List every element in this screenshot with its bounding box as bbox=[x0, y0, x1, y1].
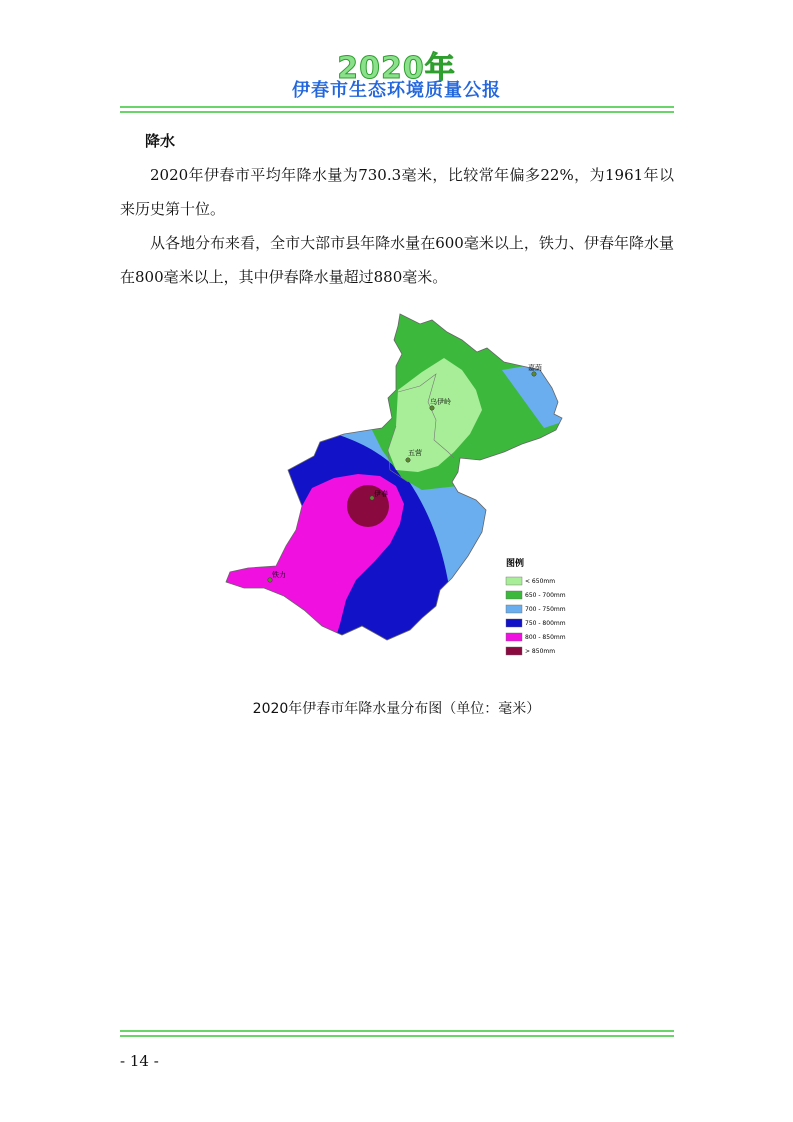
legend-item bbox=[506, 591, 566, 599]
legend-item bbox=[506, 633, 566, 641]
header-subtitle: 伊春市生态环境质量公报 bbox=[292, 80, 501, 101]
legend-label-800-850: 800 - 850mm bbox=[525, 634, 566, 641]
legend-swatch-above-850 bbox=[506, 647, 522, 655]
legend-item bbox=[506, 647, 555, 655]
precipitation-map bbox=[222, 310, 566, 655]
header-rule-top bbox=[120, 106, 674, 108]
header-rule-bottom bbox=[120, 111, 674, 113]
legend-swatch-800-850 bbox=[506, 633, 522, 641]
footer-rule-bottom bbox=[120, 1035, 674, 1037]
legend-swatch-650-700 bbox=[506, 591, 522, 599]
legend-label-below-650: < 650mm bbox=[525, 578, 556, 585]
place-label-wuying: 五营 bbox=[408, 449, 422, 457]
map-legend bbox=[506, 557, 566, 655]
place-label-tieli: 铁力 bbox=[272, 571, 286, 579]
figure-caption: 2020年伊春市年降水量分布图（单位：毫米） bbox=[252, 701, 541, 717]
place-label-yichun: 伊春 bbox=[374, 490, 388, 498]
legend-item bbox=[506, 605, 566, 613]
place-label-wuyiling: 乌伊岭 bbox=[430, 398, 451, 406]
legend-label-650-700: 650 - 700mm bbox=[525, 592, 566, 599]
legend-swatch-700-750 bbox=[506, 605, 522, 613]
place-label-jiayin: 嘉荫 bbox=[528, 364, 542, 372]
legend-label-700-750: 700 - 750mm bbox=[525, 606, 566, 613]
legend-label-750-800: 750 - 800mm bbox=[525, 620, 566, 627]
section-title: 降水 bbox=[145, 132, 176, 150]
legend-item bbox=[506, 577, 555, 585]
header-year: 2020年 bbox=[337, 51, 456, 86]
paragraph-1: 2020年伊春市平均年降水量为730.3毫米，比较常年偏多22%，为1961年以来历史第十位。 bbox=[120, 166, 674, 218]
footer-rule-top bbox=[120, 1030, 674, 1032]
legend-title: 图例 bbox=[506, 559, 525, 569]
paragraph-2: 从各地分布来看，全市大部市县年降水量在600毫米以上，铁力、伊春年降水量在800毫米以上，其中伊春降水量超过880毫米。 bbox=[120, 234, 674, 286]
legend-label-above-850: > 850mm bbox=[525, 648, 556, 655]
legend-swatch-750-800 bbox=[506, 619, 522, 627]
legend-swatch-below-650 bbox=[506, 577, 522, 585]
legend-item bbox=[506, 619, 566, 627]
page-number: - 14 - bbox=[120, 1052, 159, 1070]
